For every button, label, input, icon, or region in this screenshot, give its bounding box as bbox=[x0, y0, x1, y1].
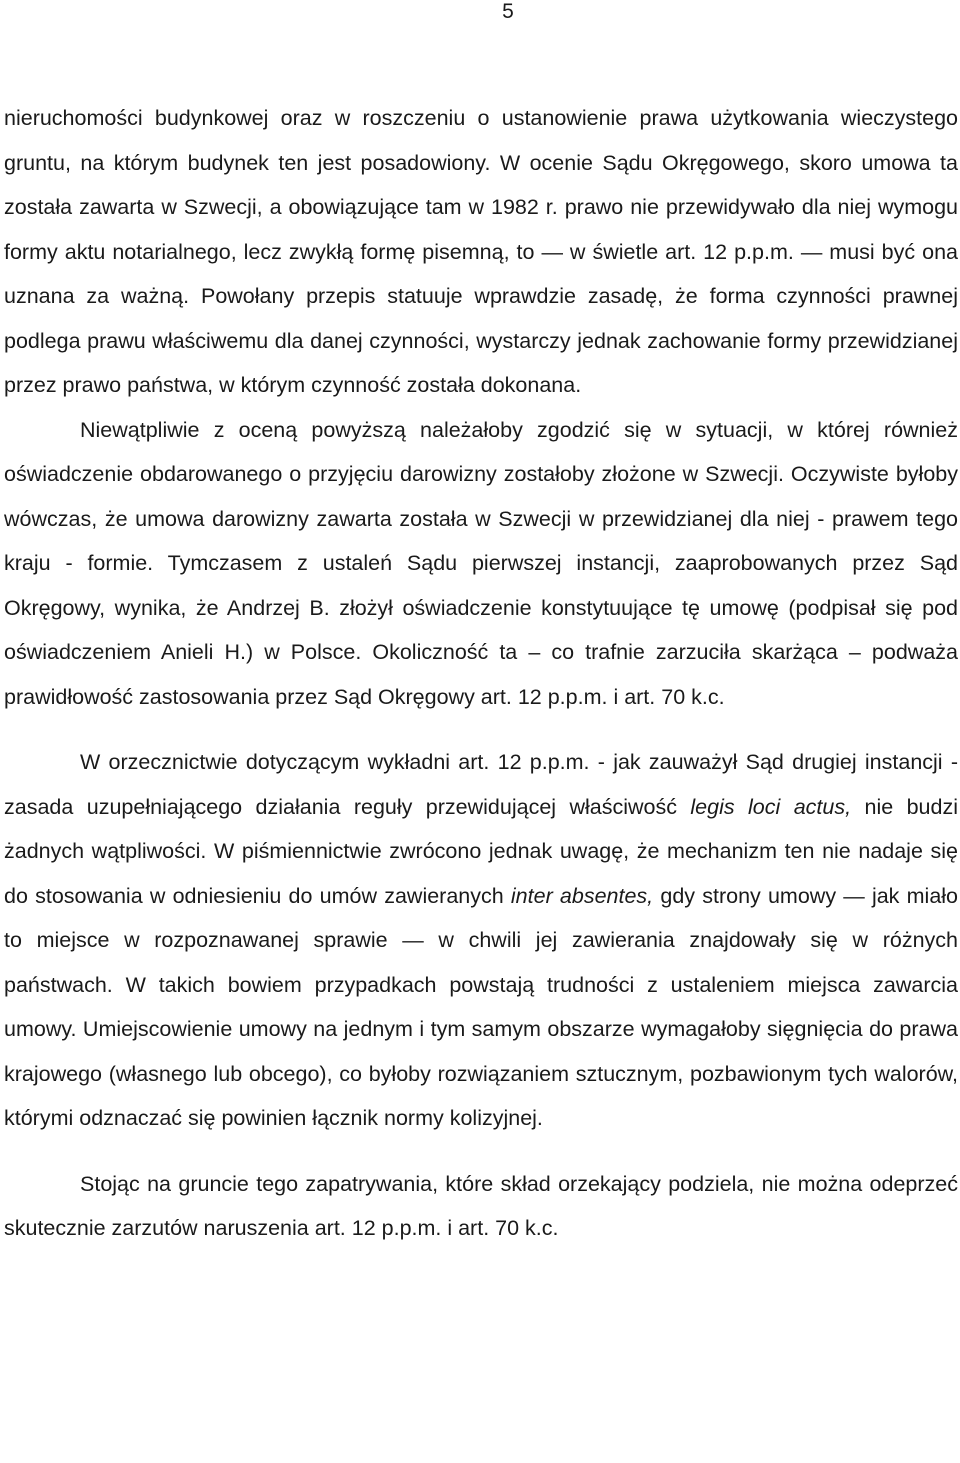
paragraph-1-text: nieruchomości budynkowej oraz w roszczeniu o ustanowienie prawa użytkowania wieczystego gruntu, na którym budynek ten jest posadowiony. W ocenie Sądu Okręgowego, skoro umowa ta została zawarta w Szwecji, a obowiązujące tam w 1982 r. prawo nie przewidywało dla niej wymogu formy aktu notarialnego, lecz zwykłą formę pisemną, to — w świetle art. 12 p.p.m. — musi być ona uznana za ważną. Powołany przepis statuuje wprawdzie zasadę, że forma czynności prawnej podlega prawu właściwemu dla danej czynności, wystarczy jednak zachowanie formy przewidzianej przez prawo państwa, w którym czynność została dokonana. bbox=[4, 106, 958, 397]
paragraph-1 bbox=[4, 96, 958, 408]
paragraph-4-text: Stojąc na gruncie tego zapatrywania, które skład orzekający podziela, nie można odeprzeć skutecznie zarzutów naruszenia art. 12 p.p.m. i art. 70 k.c. bbox=[4, 1171, 958, 1240]
page-number: 5 bbox=[502, 0, 514, 23]
latin-phrase-legis-loci-actus: legis loci actus, bbox=[690, 794, 852, 819]
paragraph-3-text-b: nie budzi żadnych wątpliwości. W piśmiennictwie zwrócono jednak uwagę, że mechanizm ten nie nadaje się do stosowania w odniesieniu do umów zawieranych bbox=[4, 794, 958, 908]
latin-phrase-inter-absentes: inter absentes, bbox=[510, 883, 654, 908]
paragraph-3 bbox=[4, 740, 958, 1141]
document-body bbox=[4, 96, 958, 1251]
paragraph-4 bbox=[4, 1162, 958, 1251]
paragraph-3-text-c: gdy strony umowy — jak miało to miejsce w rozpoznawanej sprawie — w chwili jej zawierania znajdowały się w różnych państwach. W takich bowiem przypadkach powstają trudności z ustaleniem miejsca zawarcia umowy. Umiejscowienie umowy na jednym i tym samym obszarze wymagałoby sięgnięcia do prawa krajowego (własnego lub obcego), co byłoby rozwiązaniem sztucznym, pozbawionym tych walorów, którymi odznaczać się powinien łącznik normy kolizyjnej. bbox=[4, 883, 959, 1130]
paragraph-2 bbox=[4, 408, 958, 720]
paragraph-2-text: Niewątpliwie z oceną powyższą należałoby zgodzić się w sytuacji, w której również oświadczenie obdarowanego o przyjęciu darowizny zostałoby złożone w Szwecji. Oczywiste byłoby wówczas, że umowa darowizny zawarta została w Szwecji w przewidzianej dla niej - prawem tego kraju - formie. Tymczasem z ustaleń Sądu pierwszej instancji, zaaprobowanych przez Sąd Okręgowy, wynika, że Andrzej B. złożył oświadczenie konstytuujące tę umowę (podpisał się pod oświadczeniem Anieli H.) w Polsce. Okoliczność ta – co trafnie zarzuciła skarżąca – podważa prawidłowość zastosowania przez Sąd Okręgowy art. 12 p.p.m. i art. 70 k.c. bbox=[4, 417, 958, 709]
paragraph-3-text-a: W orzecznictwie dotyczącym wykładni art. 12 p.p.m. - jak zauważył Sąd drugiej instancji - zasada uzupełniającego działania reguły przewidującej właściwość bbox=[4, 750, 958, 819]
